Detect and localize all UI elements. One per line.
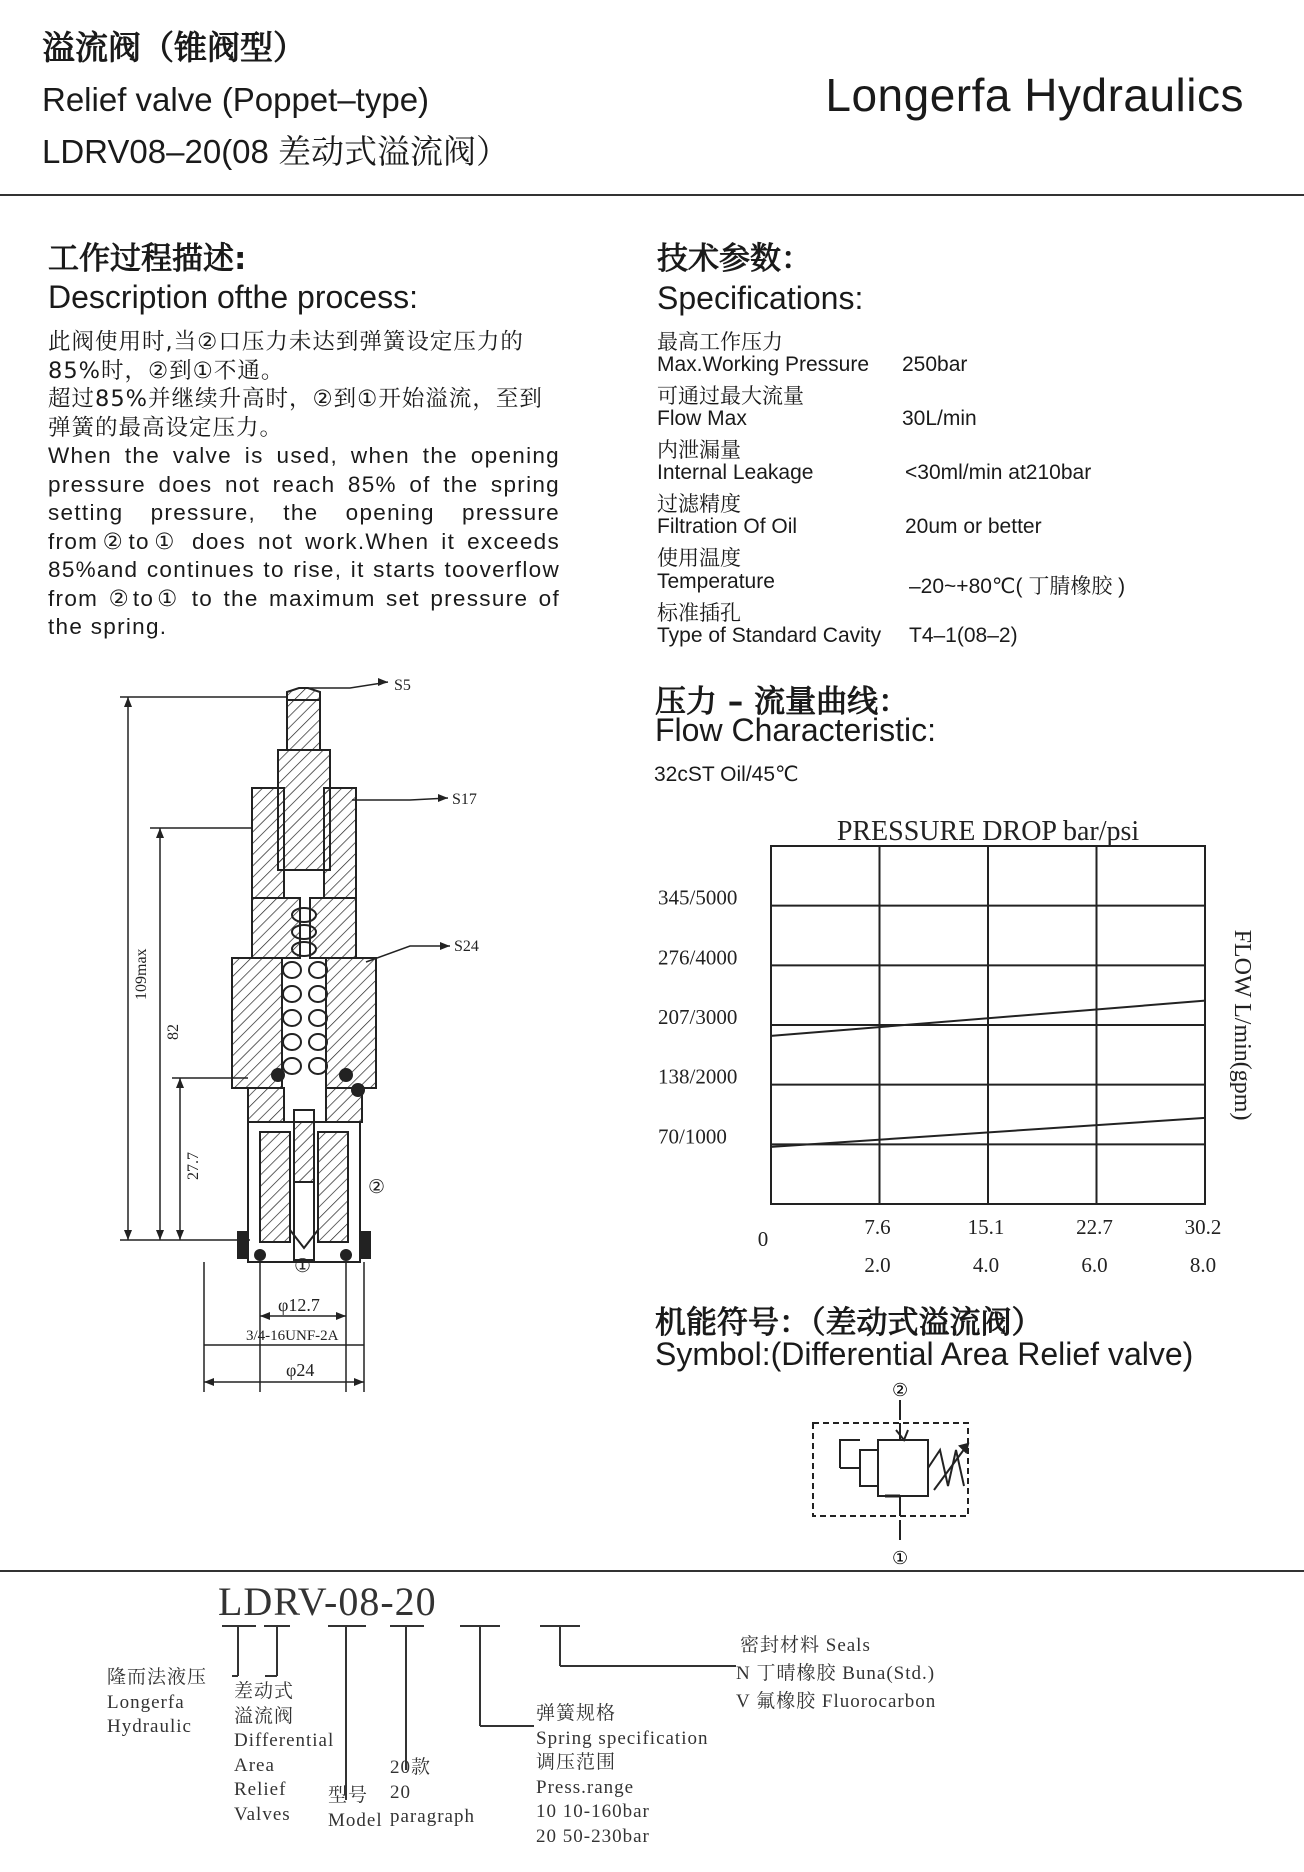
spec-en-1: Flow Max	[657, 407, 747, 430]
title-cn: 溢流阀（锥阀型）	[42, 28, 306, 67]
chart-x-tick-label-lpm: 15.1	[967, 1215, 1005, 1239]
ordering-type-cn2: 溢流阀	[234, 1705, 295, 1727]
description-en: When the valve is used, when the opening pressure does not reach 85% of the spring setting pressure, the opening pressure from②to① does not work.When it exceeds 85%and continues to rise, it starts tooverflow from ②to① to the maximum set pressure of the spring.	[48, 443, 560, 639]
specs-heading-cn: 技术参数：	[657, 241, 812, 277]
chart-y-tick-label: 70/1000	[658, 1124, 727, 1149]
spec-value-5: T4–1(08–2)	[909, 624, 1018, 647]
ordering-range-10: 10 10-160bar	[536, 1801, 650, 1822]
symbol-port-2: ②	[892, 1380, 909, 1401]
spec-value-3: 20um or better	[905, 515, 1042, 538]
chart-y-tick-label: 207/3000	[658, 1005, 738, 1030]
ordering-brand-en2: Hydraulic	[107, 1716, 192, 1737]
ordering-model-cn: 型号	[328, 1785, 369, 1806]
dim-thread: 3/4-16UNF-2A	[246, 1328, 339, 1344]
dim-phi12: φ12.7	[278, 1295, 320, 1315]
description-heading-en: Description ofthe process:	[48, 279, 418, 315]
spec-cn-1: 可通过最大流量	[657, 384, 804, 408]
specs-section	[657, 240, 1277, 660]
dim-27: 27.7	[185, 1152, 202, 1180]
chart-y-tick-label: 276/4000	[658, 945, 738, 970]
spec-cn-3: 过滤精度	[657, 492, 741, 516]
port-1-label: ①	[294, 1256, 312, 1277]
ordering-type	[234, 1680, 334, 1827]
ordering-seal-v: V 氟橡胶 Fluorocarbon	[736, 1691, 937, 1712]
chart-x-tick-label-gpm: 8.0	[1189, 1253, 1217, 1277]
ordering-spring	[536, 1702, 709, 1849]
symbol-port-1: ①	[892, 1548, 909, 1569]
ordering-range-cn: 调压范围	[536, 1752, 617, 1773]
spec-en-2: Internal Leakage	[657, 461, 814, 484]
chart-y-label-right: FLOW L/min(gpm)	[1229, 929, 1255, 1121]
specs-heading-en: Specifications:	[657, 280, 864, 316]
chart-x-tick-label-gpm: 2.0	[864, 1253, 891, 1277]
chart-y-tick-label: 345/5000	[658, 885, 738, 910]
ordering-type-en1: Differential	[234, 1730, 335, 1751]
ordering-brand-cn: 隆而法液压	[107, 1667, 208, 1688]
brand-name: Longerfa Hydraulics	[825, 69, 1244, 121]
dim-82: 82	[165, 1024, 182, 1040]
spec-value-0: 250bar	[902, 353, 968, 376]
ordering-brand	[107, 1666, 207, 1740]
ordering-para-num: 20	[390, 1781, 411, 1803]
symbol-heading-cn: 机能符号：（差动式溢流阀）	[655, 1305, 1043, 1341]
footer-rule	[0, 1570, 1304, 1572]
ordering-type-cn1: 差动式	[234, 1681, 295, 1702]
description-cn-1: 此阀使用时,当②口压力未达到弹簧设定压力的85%时，②到①不通。	[48, 329, 524, 384]
label-s24: S24	[454, 938, 479, 955]
spec-cn-5: 标准插孔	[657, 601, 741, 625]
flow-heading-en: Flow Characteristic:	[655, 712, 936, 748]
ordering-range-en: Press.range	[536, 1776, 635, 1798]
model-line: LDRV08–20(08 差动式溢流阀）	[42, 133, 510, 170]
dim-overall: 109max	[133, 948, 150, 1000]
description-cn-2: 超过85%并继续升高时，②到①开始溢流，至到弹簧的最高设定压力。	[48, 386, 543, 441]
spec-value-4: –20~+80℃( 丁腈橡胶 )	[909, 575, 1126, 598]
ordering-code: LDRV-08-20	[218, 1579, 437, 1624]
chart-title: PRESSURE DROP bar/psi	[836, 816, 1140, 847]
description-heading-cn: 工作过程描述:	[48, 241, 247, 277]
chart-x-tick-label-lpm: 22.7	[1076, 1215, 1113, 1239]
oil-note: 32cST Oil/45℃	[654, 763, 799, 786]
ordering-paragraph	[390, 1756, 475, 1830]
chart-x-tick-label-gpm: 4.0	[972, 1253, 1000, 1277]
ordering-type-en3: Relief	[234, 1779, 287, 1800]
ordering-spring-cn: 弹簧规格	[536, 1703, 617, 1724]
label-s5: S5	[394, 677, 411, 694]
spec-cn-0: 最高工作压力	[657, 330, 783, 354]
valve-cross-section	[120, 670, 520, 1400]
spec-cn-2: 内泄漏量	[657, 438, 741, 462]
ordering-model	[328, 1784, 383, 1833]
ordering-brand-en1: Longerfa	[107, 1691, 185, 1713]
chart-x-tick-label-gpm: 6.0	[1081, 1253, 1108, 1277]
description-section	[48, 240, 560, 642]
chart-x-tick-label-lpm: 30.2	[1184, 1215, 1222, 1239]
ordering-seal-n: N 丁晴橡胶 Buna(Std.)	[736, 1663, 936, 1684]
ordering-model-en: Model	[328, 1809, 383, 1831]
flow-heading-cn: 压力 – 流量曲线：	[655, 684, 910, 720]
ordering-type-en4: Valves	[234, 1803, 291, 1825]
ordering-type-en2: Area	[234, 1754, 275, 1776]
spec-en-4: Temperature	[657, 570, 775, 593]
label-s17: S17	[452, 791, 477, 808]
flow-chart	[640, 790, 1260, 1290]
spec-value-2: <30ml/min at210bar	[905, 461, 1092, 484]
header-rule	[0, 194, 1304, 196]
spec-en-3: Filtration Of Oil	[657, 515, 798, 538]
chart-y-tick-label: 138/2000	[658, 1064, 738, 1089]
spec-value-1: 30L/min	[902, 407, 977, 430]
ordering-seals-label: 密封材料 Seals	[740, 1635, 871, 1656]
ordering-para-cn: 20款	[390, 1757, 432, 1778]
dim-phi24: φ24	[286, 1360, 315, 1380]
chart-x-tick-label-lpm: 7.6	[864, 1215, 891, 1239]
ordering-para-en: paragraph	[390, 1806, 475, 1827]
spec-en-5: Type of Standard Cavity	[657, 624, 882, 647]
port-2-label: ②	[368, 1177, 386, 1198]
symbol-heading-en: Symbol:(Differential Area Relief valve)	[655, 1336, 1194, 1372]
hydraulic-symbol	[800, 1380, 980, 1580]
spec-cn-4: 使用温度	[657, 546, 741, 570]
chart-x-tick-label-lpm: 0	[757, 1227, 769, 1251]
title-en: Relief valve (Poppet–type)	[42, 81, 430, 118]
ordering-spring-en: Spring specification	[536, 1727, 709, 1749]
ordering-range-20: 20 50-230bar	[536, 1825, 650, 1847]
spec-en-0: Max.Working Pressure	[657, 353, 870, 376]
header	[42, 22, 509, 178]
